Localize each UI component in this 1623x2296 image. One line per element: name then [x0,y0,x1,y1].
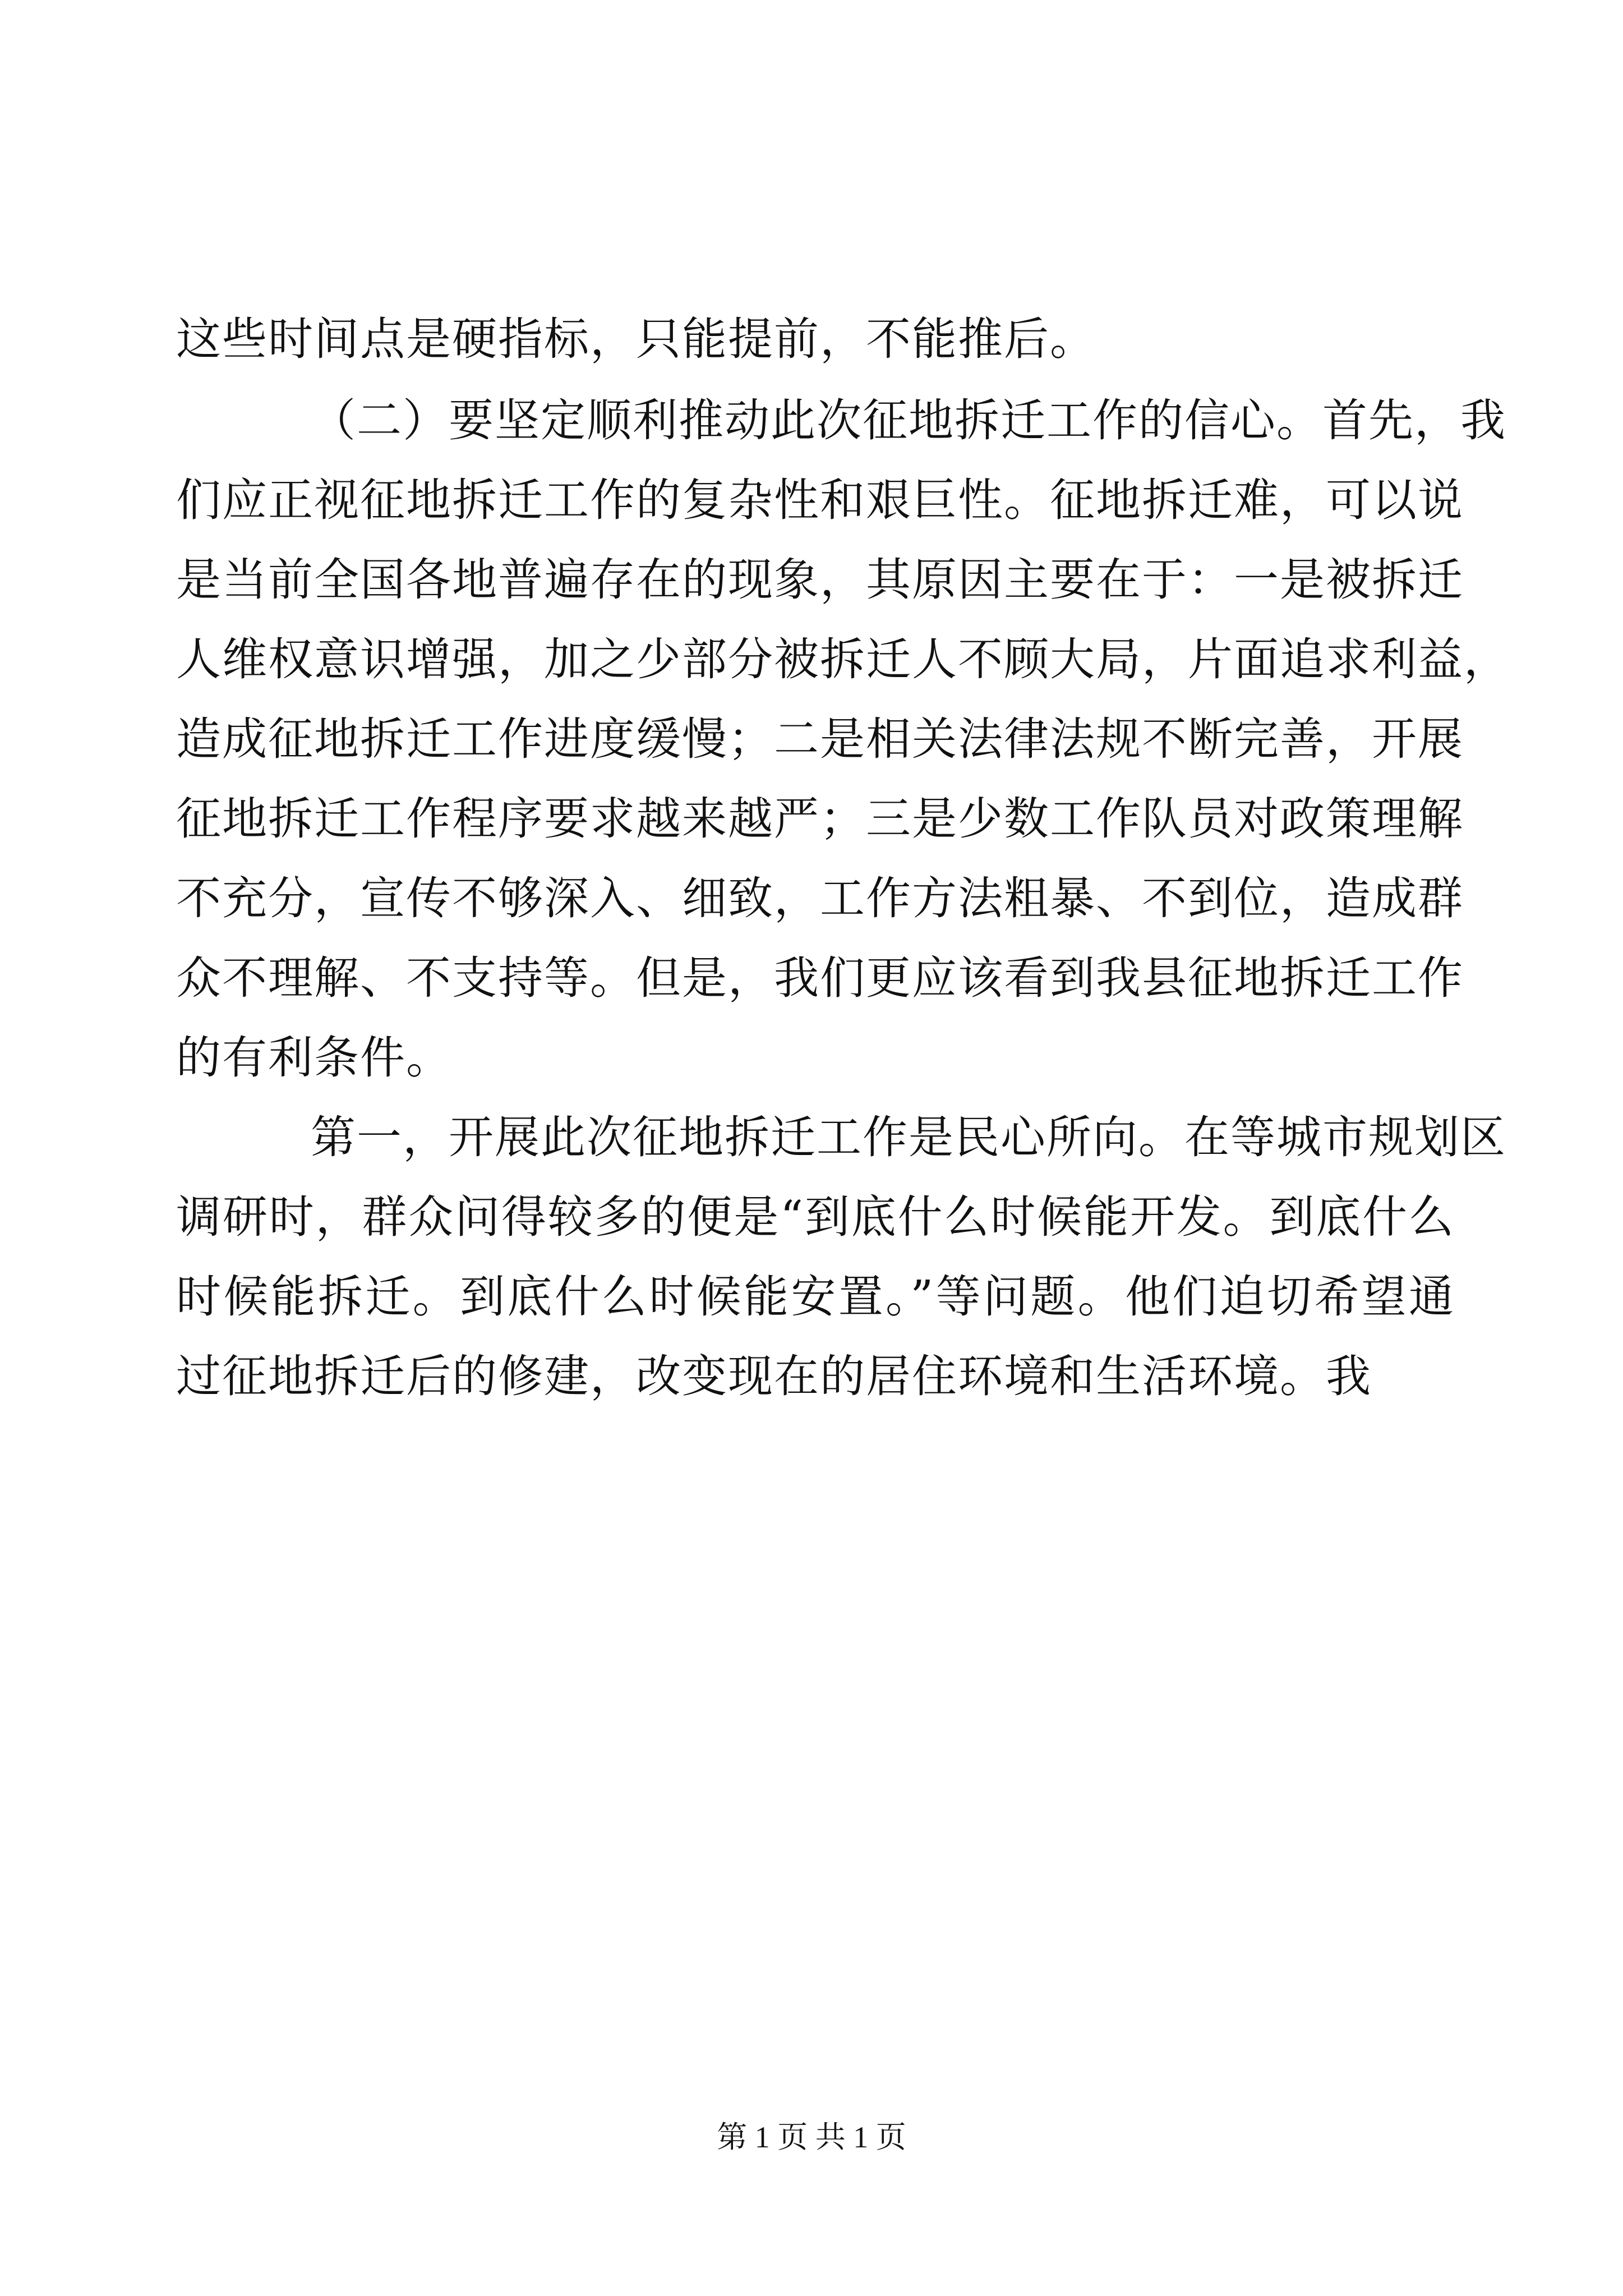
text-line: 这些时间点是硬指标，只能提前，不能推后。 [176,313,1096,365]
text-line: 人维权意识增强，加之少部分被拆迁人不顾大局，片面追求利益， [176,633,1510,685]
text-line: 时候能拆迁。到底什么时候能安置。”等问题。他们迫切希望通 [176,1271,1455,1323]
text-line: 众不理解、不支持等。但是，我们更应该看到我县征地拆迁工作 [176,952,1464,1004]
text-line: 征地拆迁工作程序要求越来越严；三是少数工作队员对政策理解 [176,793,1464,845]
text-line: （二）要坚定顺利推动此次征地拆迁工作的信心。首先，我 [311,394,1506,447]
text-line: 们应正视征地拆迁工作的复杂性和艰巨性。征地拆迁难，可以说 [176,474,1464,526]
text-line: 过征地拆迁后的修建，改变现在的居住环境和生活环境。我 [176,1350,1372,1402]
text-line: 的有利条件。 [176,1032,452,1084]
text-line: 第一，开展此次征地拆迁工作是民心所向。在等城市规划区 [311,1111,1506,1163]
text-line: 造成征地拆迁工作进度缓慢；二是相关法律法规不断完善，开展 [176,713,1464,765]
text-line: 不充分，宣传不够深入、细致，工作方法粗暴、不到位，造成群 [176,872,1464,924]
page-number-footer: 第 1 页 共 1 页 [717,2120,906,2154]
text-line: 调研时，群众问得较多的便是“到底什么时候能开发。到底什么 [176,1191,1455,1243]
text-line: 是当前全国各地普遍存在的现象，其原因主要在于：一是被拆迁 [176,554,1464,606]
